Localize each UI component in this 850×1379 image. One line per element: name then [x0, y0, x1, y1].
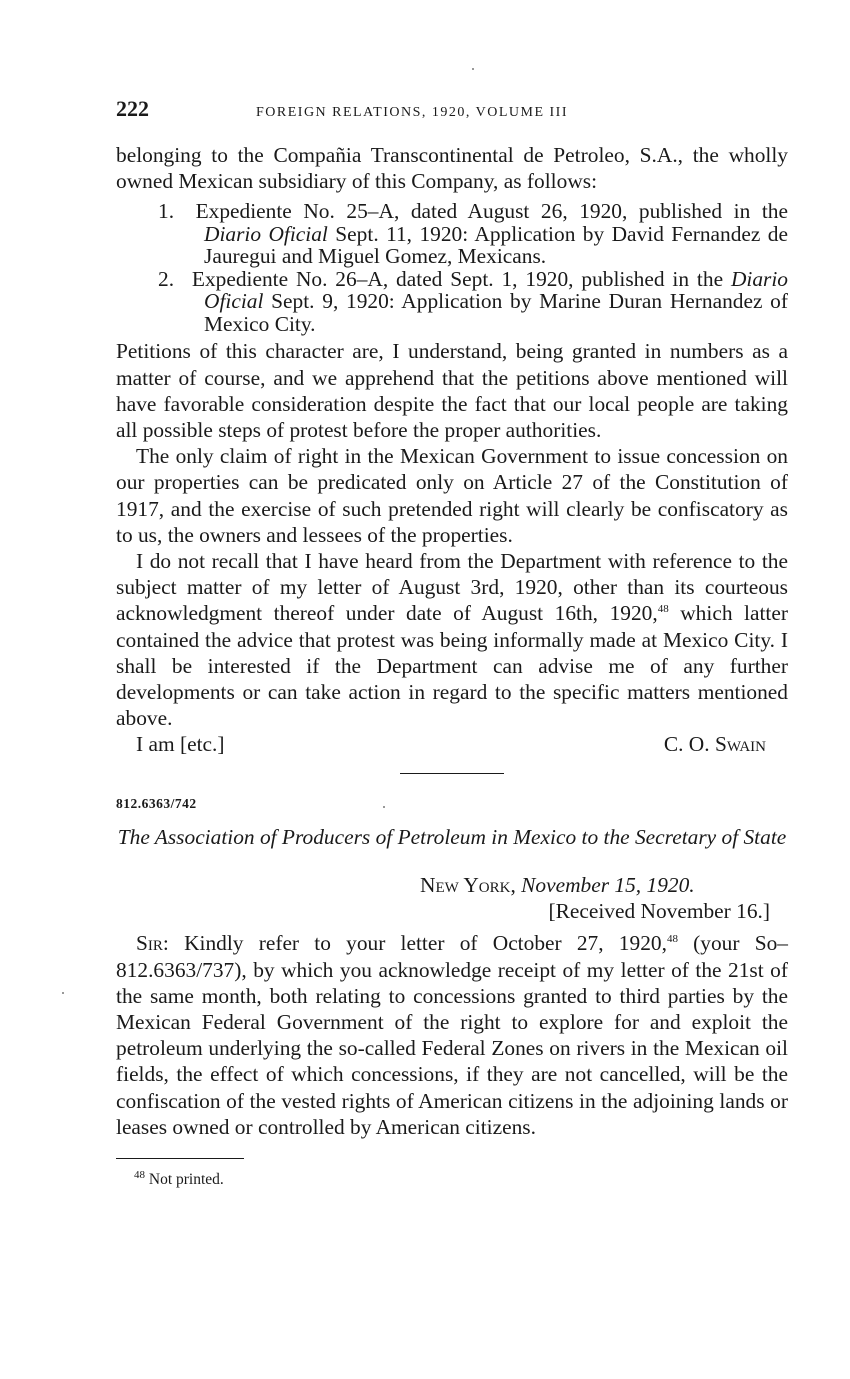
salutation: Sir [136, 931, 163, 956]
publication-title: Diario Oficial [204, 221, 328, 246]
received-note: [Received November 16.] [548, 899, 770, 924]
paragraph-letter [116, 930, 788, 1140]
footnote-reference: 48 [657, 603, 669, 616]
paragraph-text: : Kindly refer to your letter of October 27, 1920, [162, 931, 667, 956]
paragraph-text: (your So–812.6363/737), by which you acknowledge receipt of my letter of the 21st of the same month, both relating to concessions granted to third parties by the Mexican Federal Government of the right to explore for and exploit the petroleum underlying the so-called Federal Zones on rivers in the Mexican oil fields, the effect of which concessions, if they are not cancelled, will be the confiscation of the vested rights of American citizens in the adjoining lands or leases owned or controlled by American citizens. [116, 931, 788, 1139]
list-text: Sept. 11, 1920: Application by David Fernandez de Jauregui and Miguel Gomez, Mexicans. [204, 221, 788, 269]
publication-title: Diario Oficial [204, 266, 788, 314]
list-number: 1. [158, 199, 175, 224]
expediente-list [116, 200, 788, 335]
footnote-mark: 48 [134, 1168, 145, 1181]
closing: I am [etc.] [136, 732, 225, 757]
paragraph-petitions: Petitions of this character are, I understand, being granted in numbers as a matter of course, and we apprehend that the petitions above mentioned will have favorable consideration despite the fact that our local people are taking all possible steps of protest before the proper authorities. [116, 339, 788, 443]
footnote-divider [116, 1158, 244, 1159]
closing-row [116, 731, 788, 757]
running-head: FOREIGN RELATIONS, 1920, VOLUME III [256, 105, 569, 120]
signature-initials: C. O. [663, 732, 715, 757]
dateline-place: New York, [420, 873, 516, 898]
paragraph-recall [116, 548, 788, 731]
scan-speck [472, 68, 474, 70]
list-item [116, 268, 788, 336]
list-item [116, 200, 788, 268]
signature-name: Swain [714, 732, 766, 757]
footnote-text: Not printed. [148, 1171, 224, 1189]
section-divider [400, 773, 504, 774]
dateline [116, 872, 788, 898]
paragraph-intro: belonging to the Compañia Transcontinental de Petroleo, S.A., the wholly owned Mexican subsidiary of this Company, as follows: [116, 143, 788, 194]
list-text: Sept. 9, 1920: Application by Marine Duran Hernandez of Mexico City. [204, 289, 788, 336]
document-title: The Association of Producers of Petroleum in Mexico to the Secretary of State [117, 825, 787, 850]
footnote [116, 1168, 788, 1189]
dateline-date: November 15, 1920. [521, 873, 695, 898]
list-number: 2. [158, 266, 175, 291]
page-number: 222 [116, 96, 149, 121]
signature [664, 731, 766, 757]
page-header [116, 96, 788, 136]
paragraph-text: which latter contained the advice that protest was being informally made at Mexico City. I shall be interested if the Department can advise me of any further developments or can take action in regard to the specific matters mentioned above. [116, 601, 788, 731]
paragraph-text: I do not recall that I have heard from the Department with reference to the subject matter of my letter of August 3rd, 1920, other than its courteous acknowledgment thereof under date of August 16th, 1920, [116, 549, 788, 626]
file-number: 812.6363/742 [116, 796, 197, 812]
list-text: Expediente No. 26–A, dated Sept. 1, 1920, published in the [191, 266, 731, 291]
footnote-reference: 48 [666, 933, 678, 946]
list-text: Expediente No. 25–A, dated August 26, 1920, published in the [195, 199, 788, 224]
scan-speck [62, 992, 64, 994]
paragraph-claim: The only claim of right in the Mexican Government to issue concession on our properties can be predicated only on Article 27 of the Constitution of 1917, and the exercise of such pretended right will clearly be confiscatory as to us, the owners and lessees of the properties. [116, 444, 788, 547]
document-page [116, 96, 788, 1189]
